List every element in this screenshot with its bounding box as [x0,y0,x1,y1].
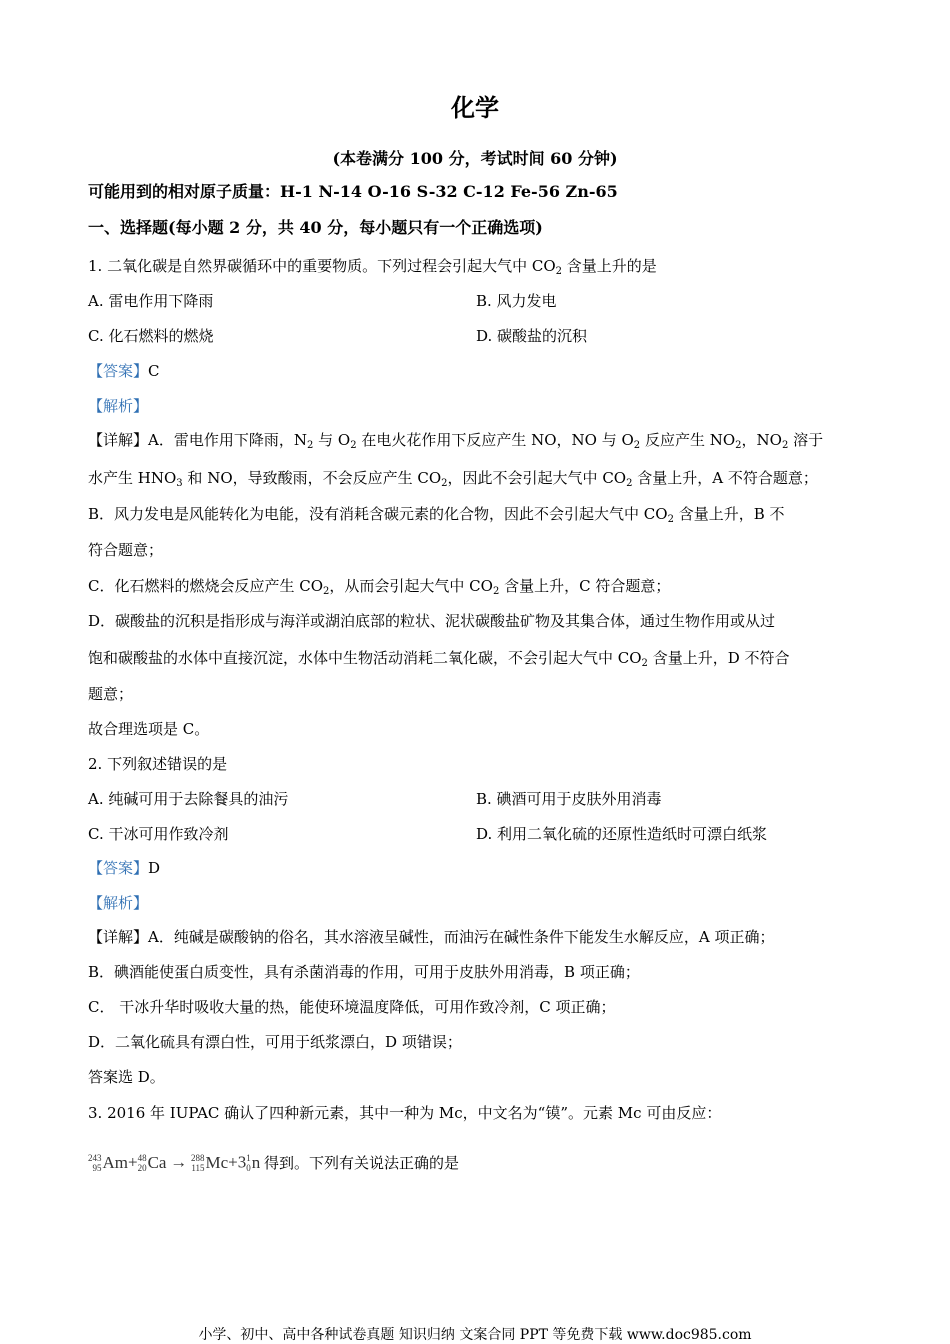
nuclide-ca: 48 20Ca [137,1152,167,1173]
q1-detail-line-1: 【详解】A．雷电作用下降雨，$N_2$ 与 $O_2$ 在电火花作用下反应产生 NO，NO 与 $O_2$ 反应产生 $NO_2$，$NO_2$ 溶于 [88,431,824,451]
nuclide-am: 243 95Am [88,1152,128,1173]
q2-option-d: D. 利用二氧化硫的还原性造纸时可漂白纸浆 [476,825,768,843]
atomic-mass-line: 可能用到的相对原子质量：H-1 N-14 O-16 S-32 C-12 Fe-56 Zn-65 [88,182,618,201]
q2-answer: 【答案】D [88,859,161,877]
nuclide-mc: 288 115Mc [190,1152,229,1173]
q2-detail-line-2: B．碘酒能使蛋白质变性，具有杀菌消毒的作用，可用于皮肤外用消毒，B 项正确； [88,963,640,981]
nuclear-equation: 243 95Am+48 20Ca → 288 115Mc+31 0n 得到。下列有关说法正确的是 [88,1152,460,1173]
q1-conclusion: 故合理选项是 C。 [88,720,210,738]
q1-detail-line-3: B．风力发电是风能转化为电能，没有消耗含碳元素的化合物，因此不会引起大气中 $CO_2$ 含量上升，B 不 [88,505,785,525]
q2-detail-line-4: D．二氧化硫具有漂白性，可用于纸浆漂白，D 项错误； [88,1033,462,1051]
q1-analysis-tag: 【解析】 [88,397,149,415]
q1-option-c: C. 化石燃料的燃烧 [88,327,214,345]
q1-detail-line-2: 水产生 $HNO_3$ 和 NO，导致酸雨，不会反应产生 $CO_2$，因此不会引起大气中 $CO_2$ 含量上升，A 不符合题意； [88,469,818,489]
q1-detail-line-7: 饱和碳酸盐的水体中直接沉淀，水体中生物活动消耗二氧化碳，不会引起大气中 $CO_2$ 含量上升，D 不符合 [88,649,790,669]
q1-option-b: B. 风力发电 [476,292,557,310]
q3-stem: 3. 2016 年 IUPAC 确认了四种新元素，其中一种为 Mc，中文名为“镆”。元素 Mc 可由反应： [88,1104,722,1122]
q1-detail-line-6: D．碳酸盐的沉积是指形成与海洋或湖泊底部的粒状、泥状碳酸盐矿物及其集合体，通过生物作用或从过 [88,612,776,630]
q1-detail-line-8: 题意； [88,685,134,703]
exam-info: (本卷满分 100 分，考试时间 60 分钟) [332,149,618,168]
q3-stem-tail: 得到。下列有关说法正确的是 [264,1154,460,1172]
q2-option-c: C. 干冰可用作致冷剂 [88,825,229,843]
q1-detail-line-4: 符合题意； [88,541,164,559]
q1-answer: 【答案】C [88,362,160,380]
page-title: 化学 [451,93,499,122]
reaction-arrow: → [170,1152,188,1172]
q2-conclusion: 答案选 D。 [88,1068,165,1086]
q1-option-a: A. 雷电作用下降雨 [88,292,214,310]
nuclide-n: 1 0n [246,1152,261,1173]
q2-detail-line-1: 【详解】A．纯碱是碳酸钠的俗名，其水溶液呈碱性，而油污在碱性条件下能发生水解反应，A 项正确； [88,928,775,946]
q2-stem: 2. 下列叙述错误的是 [88,755,228,773]
q1-detail-line-5: C．化石燃料的燃烧会反应产生 $CO_2$，从而会引起大气中 $CO_2$ 含量上升，C 符合题意； [88,577,671,597]
q2-option-b: B. 碘酒可用于皮肤外用消毒 [476,790,662,808]
q1-option-d: D. 碳酸盐的沉积 [476,327,588,345]
section-heading: 一、选择题(每小题 2 分，共 40 分，每小题只有一个正确选项) [88,218,543,237]
q1-stem: 1. 二氧化碳是自然界碳循环中的重要物质。下列过程会引起大气中 $CO_2$ 含量上升的是 [88,257,657,277]
q2-option-a: A. 纯碱可用于去除餐具的油污 [88,790,289,808]
q2-analysis-tag: 【解析】 [88,894,149,912]
q2-detail-line-3: C． 干冰升华时吸收大量的热，能使环境温度降低，可用作致冷剂，C 项正确； [88,998,616,1016]
footer-text: 小学、初中、高中各种试卷真题 知识归纳 文案合同 PPT 等免费下载 www.doc985.com [198,1327,752,1343]
